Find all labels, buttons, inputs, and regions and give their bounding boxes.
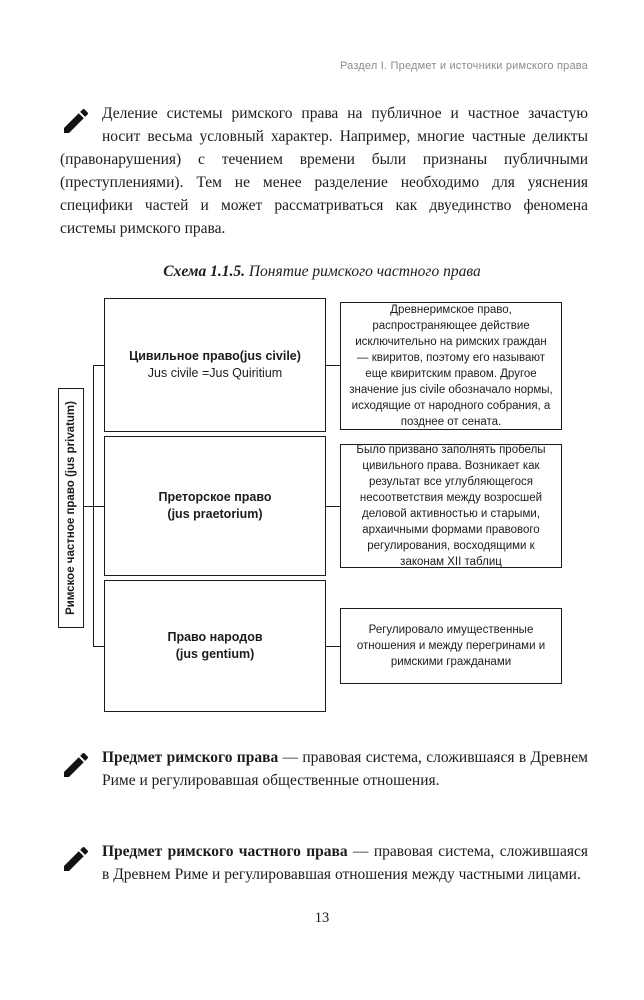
description-box-praetorian-law [340, 444, 562, 568]
term-box-civil-law [104, 298, 326, 432]
side-label-box [58, 388, 84, 628]
pen-icon [60, 843, 92, 875]
pen-icon [60, 749, 92, 781]
pen-icon [60, 105, 92, 137]
scheme-diagram [0, 296, 644, 716]
definition-text: — правовая система, сложившаяся в Древнем Риме и регулировавшая отношения между частными лицами. [102, 843, 588, 883]
side-label: Римское частное право (jus privatum) [65, 401, 77, 615]
definition-roman-private-law [60, 840, 588, 886]
term-praetorian-law-subtitle: (jus praetorium) [167, 507, 263, 521]
term-law-of-nations-title: Право народов [167, 630, 263, 644]
intro-paragraph [60, 102, 588, 240]
scheme-number: Схема 1.1.5. [163, 263, 245, 280]
term-box-praetorian-law [104, 436, 326, 576]
intro-text: Деление системы римского права на публичное и частное зачастую носит весьма условный характер. Например, многие частные деликты (правонарушения) с течением времени были признаны публичными (преступлениями). Тем не менее разделение необходимо для уяснения специфики частей и может рассматриваться как двуединство феномена системы римского права. [60, 105, 588, 237]
description-box-law-of-nations [340, 608, 562, 684]
connector-right-row2 [326, 506, 340, 507]
term-praetorian-law-title: Преторское право [158, 490, 272, 504]
connector-right-row1 [326, 365, 340, 366]
description-box-civil-law [340, 302, 562, 430]
page-number: 13 [314, 910, 330, 926]
connector-left-row2 [84, 506, 104, 507]
description-law-of-nations: Регулировало имущественные отношения и между перегринами и римскими гражданами [356, 624, 546, 668]
definition-term: Предмет римского права [102, 749, 279, 766]
description-civil-law: Древнеримское право, распространяющее действие исключительно на римских граждан — квиритов, поэтому его называют еще квиритским правом. Другое значение jus civile обозначало нормы, исходящие от народного собрания, а позднее от сената. [349, 304, 553, 428]
term-law-of-nations-subtitle: (jus gentium) [175, 647, 255, 661]
definition-roman-law [60, 746, 588, 792]
scheme-title-text: Понятие римского частного права [244, 263, 481, 280]
term-box-law-of-nations [104, 580, 326, 712]
term-civil-law-subtitle: Jus civile =Jus Quiritium [147, 366, 283, 380]
connector-left-row3 [93, 646, 104, 647]
connector-right-row3 [326, 646, 340, 647]
running-head: Раздел I. Предмет и источники римского права [339, 60, 588, 72]
definition-text: — правовая система, сложившаяся в Древнем Риме и регулировавшая общественные отношения. [102, 749, 588, 789]
term-civil-law-title: Цивильное право(jus civile) [129, 349, 301, 363]
scheme-title [0, 263, 644, 281]
connector-left-row1 [93, 365, 104, 366]
description-praetorian-law: Было призвано заполнять пробелы цивильного права. Возникает как результат все углубляющегося несоответствия между возросшей деловой активностью и старыми, архаичными формами правового регулирования, восходящими к законам XII таблиц [356, 444, 546, 568]
definition-term: Предмет римского частного права [102, 843, 348, 860]
